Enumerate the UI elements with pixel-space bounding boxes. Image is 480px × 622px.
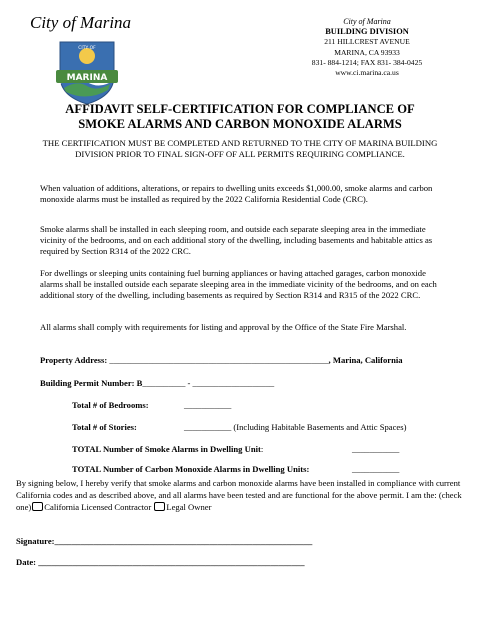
seal-name: MARINA [66, 73, 108, 83]
contractor-option-label: California Licensed Contractor [44, 501, 152, 512]
paragraph-smoke-alarms: Smoke alarms shall be installed in each sleeping room, and outside each separate sleeping area in the immediate vicinity of the bedrooms, and on each additional story of the dwelling, including basements and habitable attics as required by Section R314 of the 2022 CRC. [40, 224, 433, 257]
paragraph-valuation: When valuation of additions, alterations, or repairs to dwelling units exceeds $1,000.00, smoke alarms and carbon monoxide alarms must be installed as required by the 2022 California Residential Code (CRC). [40, 183, 433, 205]
bedrooms-label: Total # of Bedrooms: [72, 400, 149, 410]
certification-statement [16, 478, 466, 513]
contact-phone: 831- 884-1214; FAX 831- 384-0425 [311, 57, 423, 67]
paragraph-co-alarms: For dwellings or sleeping units containing fuel burning appliances or having attached garages, carbon monoxide alarms shall be installed outside each separate sleeping area in the immediate vicinity of the bedrooms, and on each additional story of the dwelling, including basements as required by Section R314 and R315 of the 2022 CRC. [40, 268, 437, 301]
contact-division: BUILDING DIVISION [325, 27, 409, 37]
contact-address-1: 211 HILLCREST AVENUE [324, 37, 410, 47]
permit-number-field[interactable]: __________ - ___________________ [142, 378, 275, 388]
property-address-label: Property Address: [40, 355, 108, 365]
title-line-1: AFFIDAVIT SELF-CERTIFICATION FOR COMPLIANCE OF [65, 102, 415, 116]
smoke-alarms-field[interactable]: ___________ [352, 444, 400, 454]
division-contact-block [282, 17, 452, 78]
property-address-field[interactable]: ___________________________________________________ [107, 355, 329, 365]
property-address-row [40, 355, 403, 365]
signature-row [16, 536, 312, 546]
co-alarms-field[interactable]: ___________ [352, 464, 400, 474]
title-line-2: SMOKE ALARMS AND CARBON MONOXIDE ALARMS [78, 117, 402, 131]
subtitle: THE CERTIFICATION MUST BE COMPLETED AND RETURNED TO THE CITY OF MARINA BUILDING DIVISION PRIOR TO FINAL SIGN-OFF OF ALL PERMITS REQUIRING COMPLIANCE. [42, 138, 438, 160]
contact-website: www.ci.marina.ca.us [335, 68, 399, 78]
smoke-alarms-colon: : [260, 444, 264, 454]
permit-number-label: Building Permit Number: B [40, 378, 143, 388]
contact-city: City of Marina [343, 17, 391, 26]
permit-number-row [40, 378, 274, 388]
stories-field[interactable]: ___________ [184, 422, 232, 432]
bedrooms-row [72, 400, 232, 410]
stories-note: (Including Habitable Basements and Attic Spaces) [231, 422, 407, 432]
paragraph-listing: All alarms shall comply with requirements for listing and approval by the Office of the State Fire Marshal. [40, 322, 407, 332]
signature-label: Signature: [16, 536, 55, 546]
date-label: Date: [16, 557, 37, 567]
contact-address-2: MARINA, CA 93933 [334, 47, 400, 57]
page-title [0, 102, 480, 132]
contractor-checkbox[interactable] [32, 502, 43, 511]
stories-label: Total # of Stories: [72, 422, 137, 432]
date-field[interactable]: ______________________________________________________________ [36, 557, 305, 567]
smoke-alarms-label: TOTAL Number of Smoke Alarms in Dwelling Unit [72, 444, 261, 454]
co-alarms-row [72, 464, 309, 474]
smoke-alarms-row [72, 444, 263, 454]
seal-top-text: CITY OF [78, 46, 96, 51]
signature-field[interactable]: ____________________________________________________________ [54, 536, 313, 546]
city-title: City of Marina [30, 13, 132, 32]
co-alarms-label: TOTAL Number of Carbon Monoxide Alarms in Dwelling Units: [72, 464, 310, 474]
property-address-suffix: , Marina, California [328, 355, 403, 365]
certification-text: By signing below, I hereby verify that smoke alarms and carbon monoxide alarms have been installed in compliance with current California codes and as described above, and all alarms have been tested and are functional for the above permit. I am the: (check one) [16, 478, 462, 512]
stories-row [72, 422, 407, 432]
owner-checkbox[interactable] [154, 502, 165, 511]
bedrooms-field[interactable]: ___________ [184, 400, 232, 410]
owner-option-label: Legal Owner [166, 501, 212, 512]
city-seal-logo [52, 36, 122, 106]
date-row [16, 557, 305, 567]
